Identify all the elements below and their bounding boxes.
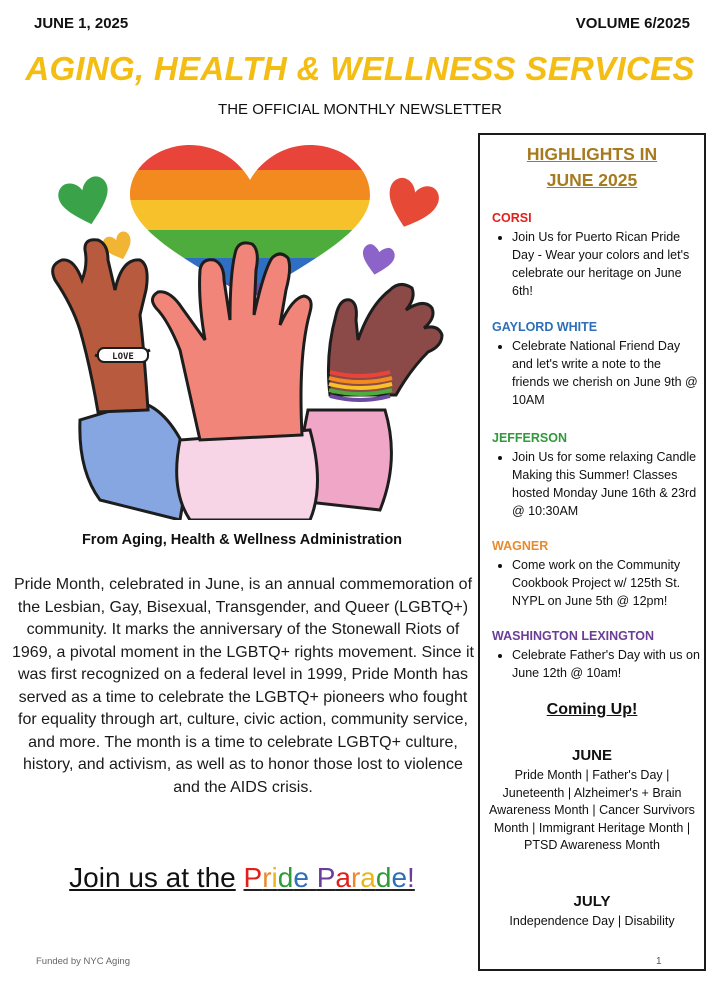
green-heart-icon	[56, 174, 116, 231]
newsletter-title: AGING, HEALTH & WELLNESS SERVICES	[25, 50, 695, 87]
site-wagner	[492, 539, 700, 610]
purple-heart-icon	[359, 243, 396, 278]
site-name: JEFFERSON	[492, 431, 568, 445]
rainbow-letter: r	[350, 862, 361, 893]
pride-word	[244, 862, 309, 893]
site-name: GAYLORD WHITE	[492, 320, 598, 334]
highlights-sidebar	[478, 133, 706, 971]
rainbow-letter: i	[271, 862, 278, 893]
red-heart-icon	[380, 175, 442, 235]
site-event: • Celebrate Father's Day with us on June 12th @ 10am!	[512, 646, 700, 682]
site-name: WASHINGTON LEXINGTON	[492, 629, 655, 643]
rainbow-letter: a	[335, 862, 351, 893]
site-jefferson	[492, 431, 700, 520]
pride-parade-callout	[0, 862, 484, 894]
site-gaylord-white	[492, 320, 700, 409]
site-event: • Come work on the Community Cookbook Project w/ 125th St. NYPL on June 5th @ 12pm!	[512, 556, 700, 610]
july-heading: JULY	[573, 893, 611, 910]
article-body: Pride Month, celebrated in June, is an annual commemoration of the Lesbian, Gay, Bisexual, Transgender, and Queer (LGBTQ+) community. It marks the anniversary of the Stonewall Riots of 1969, a pivotal moment in the LGBTQ+ rights movement. Since it was first recognized on a federal level in 1999, Pride Month has served as a time to celebrate the LGBTQ+ pioneers who fought for equality through art, culture, civic action, community service, and more. The month is a time to celebrate LGBTQ+ culture, history, and activism, as well as to honor those lost to violence and the AIDS crisis.	[12, 576, 474, 796]
funding-note: Funded by NYC Aging	[36, 956, 131, 967]
june-observances: Pride Month | Father's Day | Juneteenth | Alzheimer's + Brain Awareness Month | Cancer Survivors Month | Immigrant Heritage Month | PTSD Awareness Month	[489, 768, 695, 852]
rainbow-letter: e	[391, 862, 408, 893]
site-event: • Celebrate National Friend Day and let's write a note to the friends we cherish on June 9th @ 10AM	[512, 337, 700, 409]
center-hand	[152, 243, 317, 520]
site-washington-lexington	[492, 629, 700, 682]
rainbow-letter: d	[277, 862, 294, 893]
join-lead-text: Join us at the	[69, 862, 236, 893]
left-hand	[53, 240, 190, 520]
rainbow-letter: P	[316, 862, 336, 893]
rainbow-letter: P	[243, 862, 263, 893]
site-name: WAGNER	[492, 539, 549, 553]
site-event: • Join Us for some relaxing Candle Making this Summer! Classes hosted Monday June 16th & 23rd @ 10:30AM	[512, 448, 700, 520]
bracelet-love-text: LOVE	[112, 352, 134, 362]
june-heading: JUNE	[571, 747, 612, 764]
rainbow-letter: a	[360, 862, 376, 893]
highlights-title: HIGHLIGHTS IN JUNE 2025	[526, 144, 658, 190]
issue-volume: VOLUME 6/2025	[575, 15, 690, 32]
parade-word	[317, 862, 415, 893]
july-observances: Independence Day | Disability	[509, 914, 675, 928]
pride-hands-illustration	[40, 140, 460, 520]
rainbow-letter: e	[293, 862, 309, 893]
issue-date: JUNE 1, 2025	[34, 15, 129, 32]
site-corsi	[492, 211, 700, 300]
newsletter-subtitle: THE OFFICIAL MONTHLY NEWSLETTER	[218, 101, 502, 118]
rainbow-pride-word	[244, 862, 415, 893]
rainbow-letter: d	[375, 862, 392, 893]
rainbow-letter: !	[407, 862, 415, 893]
site-event: • Join Us for Puerto Rican Pride Day - Wear your colors and let's celebrate our heritage on June 6th!	[512, 228, 700, 300]
rainbow-letter: r	[262, 862, 272, 893]
site-name: CORSI	[492, 211, 532, 225]
page-number: 1	[656, 956, 662, 967]
coming-up-heading: Coming Up!	[546, 701, 638, 718]
article-byline: From Aging, Health & Wellness Administration	[81, 532, 403, 548]
